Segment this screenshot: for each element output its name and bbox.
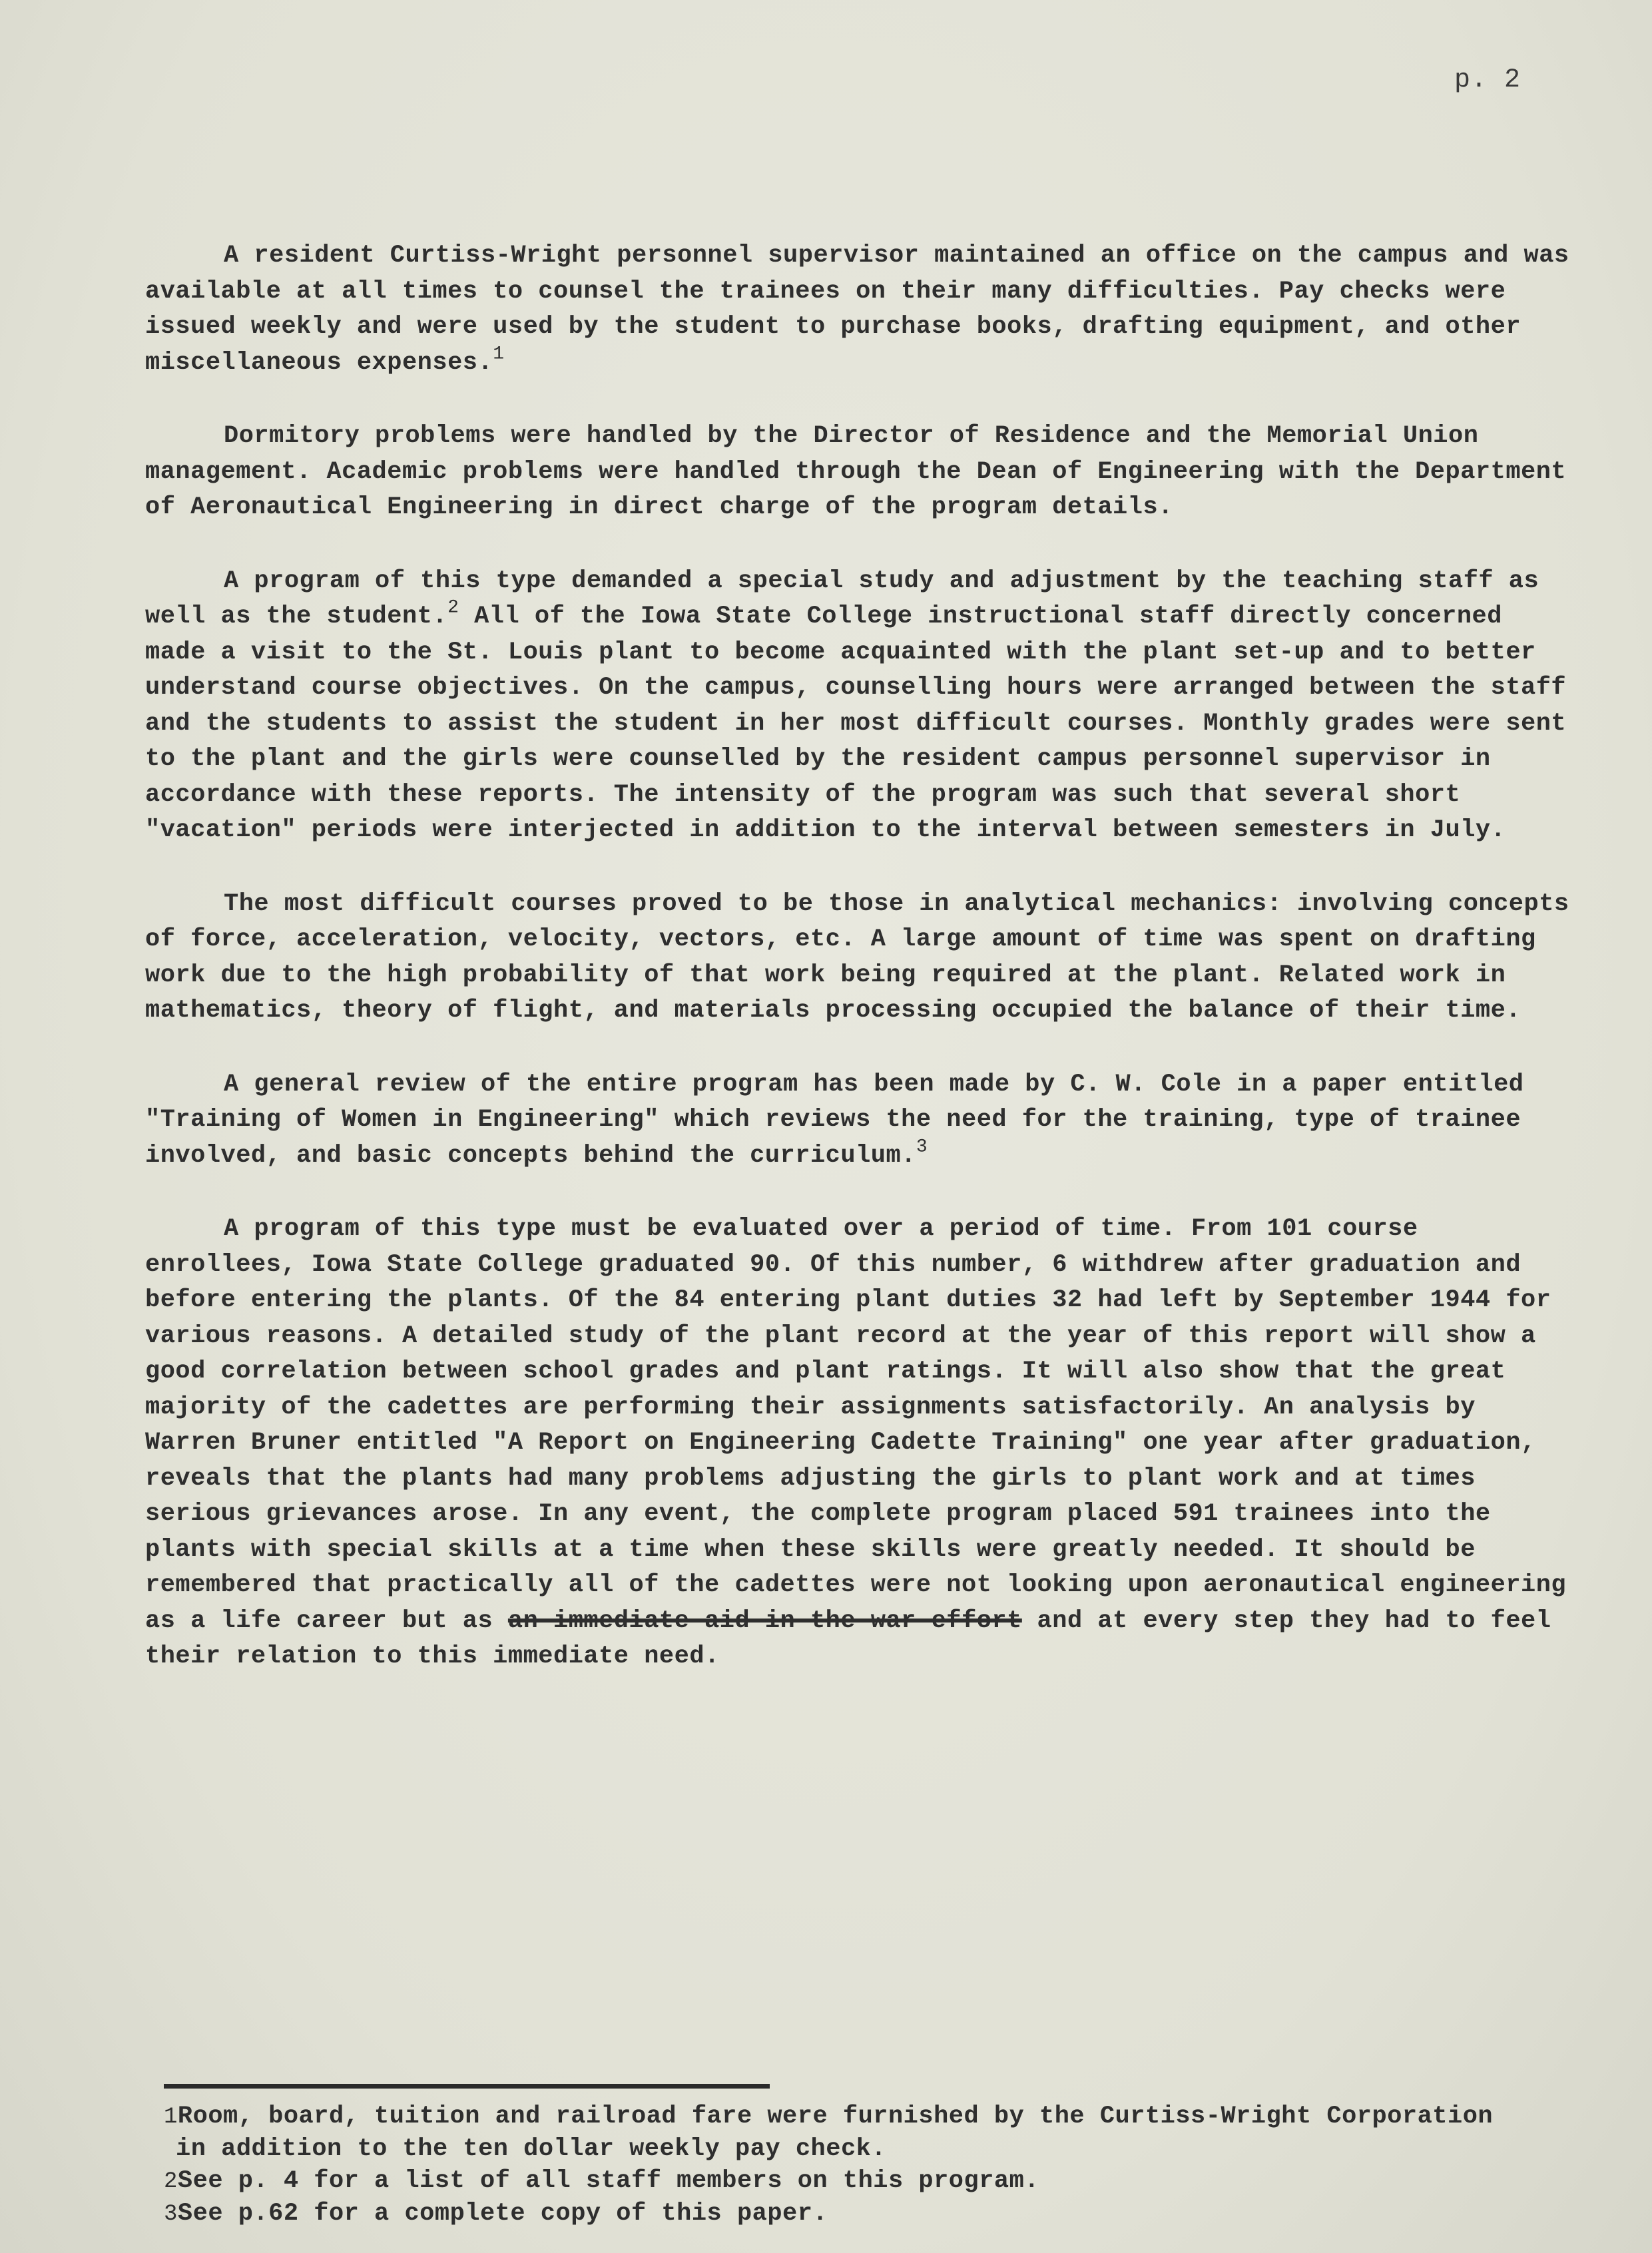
footnote-3 — [164, 2198, 1535, 2230]
paragraph-general-review — [145, 1067, 1570, 1174]
footnote-mark: 1 — [164, 2105, 178, 2130]
footnote-ref: 2 — [447, 597, 459, 619]
paragraph-text: All of the Iowa State College instructional staff directly concerned made a visit to the St. Louis plant to become acquainted with the plant set-up and to better understand course objectives. On the campus, counselling hours were arranged between the staff and the students to assist the student in her most difficult courses. Monthly grades were sent to the plant and the girls were counselled by the resident campus personnel supervisor in accordance with these reports. The intensity of the program was such that several short "vacation" periods were interjected in addition to the interval between semesters in July. — [145, 603, 1567, 844]
footnote-mark: 2 — [164, 2169, 178, 2194]
footnote-text: See p.62 for a complete copy of this paper. — [177, 2200, 828, 2228]
paragraph-text: The most difficult courses proved to be those in analytical mechanics: involving concepts of force, acceleration, velocity, vectors, etc. A large amount of time was spent on drafting work due to the high probability of that work being required at the plant. Related work in mathematics, theory of flight, and materials processing occupied the balance of their time. — [145, 889, 1569, 1025]
paragraph-dormitory — [145, 419, 1570, 526]
footnote-1 — [164, 2101, 1535, 2165]
struck-text: an immediate aid in the war effort — [507, 1607, 1022, 1635]
footnote-divider — [164, 2084, 770, 2089]
page-number: p. 2 — [1454, 65, 1521, 95]
paragraph-text: Dormitory problems were handled by the Director of Residence and the Memorial Union management. Academic problems were handled through the Dean of Engineering with the Department of Aeronautical Engineering in direct charge of the program details. — [145, 422, 1567, 521]
paragraph-supervisor — [145, 238, 1570, 381]
paragraph-text: A resident Curtiss-Wright personnel supervisor maintained an office on the campus and was available at all times to counsel the trainees on their many difficulties. Pay checks were issued weekly and were used by the student to purchase books, drafting equipment, and other miscellaneous expenses. — [145, 242, 1569, 377]
footnote-text: See p. 4 for a list of all staff members on this program. — [177, 2167, 1040, 2195]
body-text — [145, 238, 1570, 1675]
paragraph-text: A general review of the entire program has been made by C. W. Cole in a paper entitled "Training of Women in Engineering" which reviews the need for the training, type of trainee involved, and basic concepts behind the curriculum. — [145, 1070, 1524, 1170]
paragraph-teaching-staff — [145, 564, 1570, 849]
footnote-ref: 1 — [493, 344, 505, 365]
footnote-ref: 3 — [916, 1136, 928, 1158]
footnotes — [164, 2101, 1535, 2230]
paragraph-difficult-courses — [145, 887, 1570, 1029]
paragraph-text: A program of this type must be evaluated over a period of time. From 101 course enrollees, Iowa State College graduated 90. Of this number, 6 withdrew after graduation and before entering the plants. Of the 84 entering plant duties 32 had left by September 1944 for various reasons. A detailed study of the plant record at the year of this report will show a good correlation between school grades and plant ratings. It will also show that the great majority of the cadettes are performing their assignments satisfactorily. An analysis by Warren Bruner entitled "A Report on Engineering Cadette Training" one year after graduation, reveals that the plants had many problems adjusting the girls to plant work and at times serious grievances arose. In any event, the complete program placed 591 trainees into the plants with special skills at a time when these skills were greatly needed. It should be remembered that practically all of the cadettes were not looking upon aeronautical engineering as a life career but as — [145, 1215, 1567, 1635]
paragraph-text: and at every step they had to feel their relation to this immediate need. — [145, 1607, 1551, 1670]
footnote-2 — [164, 2165, 1535, 2198]
paragraph-text: A program of this type demanded a special study and adjustment by the teaching staff as well as the student. — [145, 567, 1539, 630]
paragraph-evaluation — [145, 1212, 1570, 1675]
footnote-text: Room, board, tuition and railroad fare were furnished by the Curtiss-Wright Corporation in addition to the ten dollar weekly pay check. — [176, 2103, 1494, 2163]
footnote-mark: 3 — [164, 2202, 178, 2227]
